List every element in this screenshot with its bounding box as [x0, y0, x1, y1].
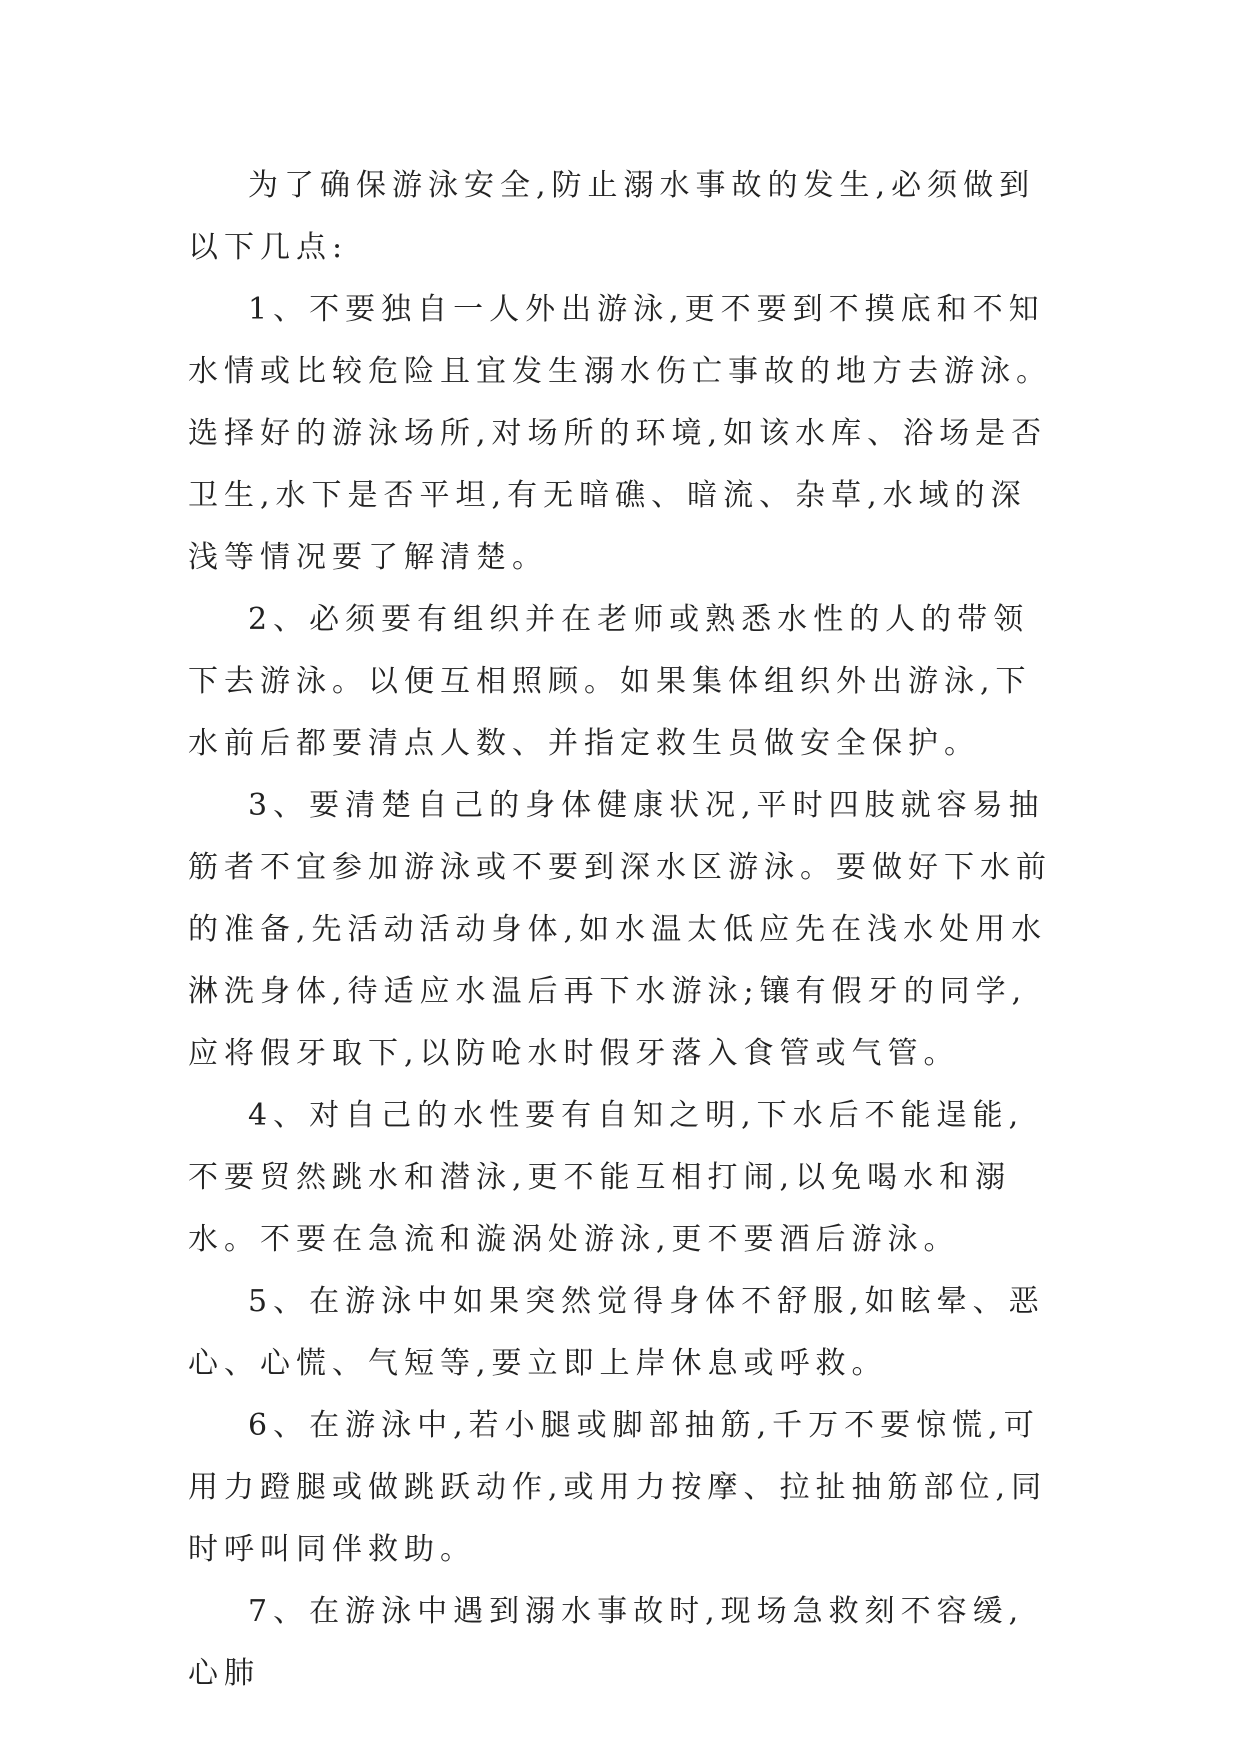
document-body [188, 155, 1060, 1705]
paragraph-item-4: 4、对自己的水性要有自知之明,下水后不能逞能,不要贸然跳水和潜泳,更不能互相打闹,以免喝水和溺水。不要在急流和漩涡处游泳,更不要酒后游泳。 [188, 1098, 1025, 1257]
paragraph-item-7: 7、在游泳中遇到溺水事故时,现场急救刻不容缓,心肺 [188, 1594, 1025, 1691]
paragraph-item-1: 1、不要独自一人外出游泳,更不要到不摸底和不知水情或比较危险且宜发生溺水伤亡事故的地方去游泳。选择好的游泳场所,对场所的环境,如该水库、浴场是否卫生,水下是否平坦,有无暗礁、暗流、杂草,水域的深浅等情况要了解清楚。 [188, 292, 1052, 575]
paragraph-item-2: 2、必须要有组织并在老师或熟悉水性的人的带领下去游泳。以便互相照顾。如果集体组织外出游泳,下水前后都要清点人数、并指定救生员做安全保护。 [188, 602, 1032, 761]
paragraph-item-5: 5、在游泳中如果突然觉得身体不舒服,如眩晕、恶心、心慌、气短等,要立即上岸休息或呼救。 [188, 1284, 1045, 1381]
paragraph-intro: 为了确保游泳安全,防止溺水事故的发生,必须做到以下几点: [188, 168, 1036, 265]
paragraph-item-3: 3、要清楚自己的身体健康状况,平时四肢就容易抽筋者不宜参加游泳或不要到深水区游泳。要做好下水前的准备,先活动活动身体,如水温太低应先在浅水处用水淋洗身体,待适应水温后再下水游泳;镶有假牙的同学,应将假牙取下,以防呛水时假牙落入食管或气管。 [188, 788, 1052, 1071]
paragraph-item-6: 6、在游泳中,若小腿或脚部抽筋,千万不要惊慌,可用力蹬腿或做跳跃动作,或用力按摩、拉扯抽筋部位,同时呼叫同伴救助。 [188, 1408, 1048, 1567]
